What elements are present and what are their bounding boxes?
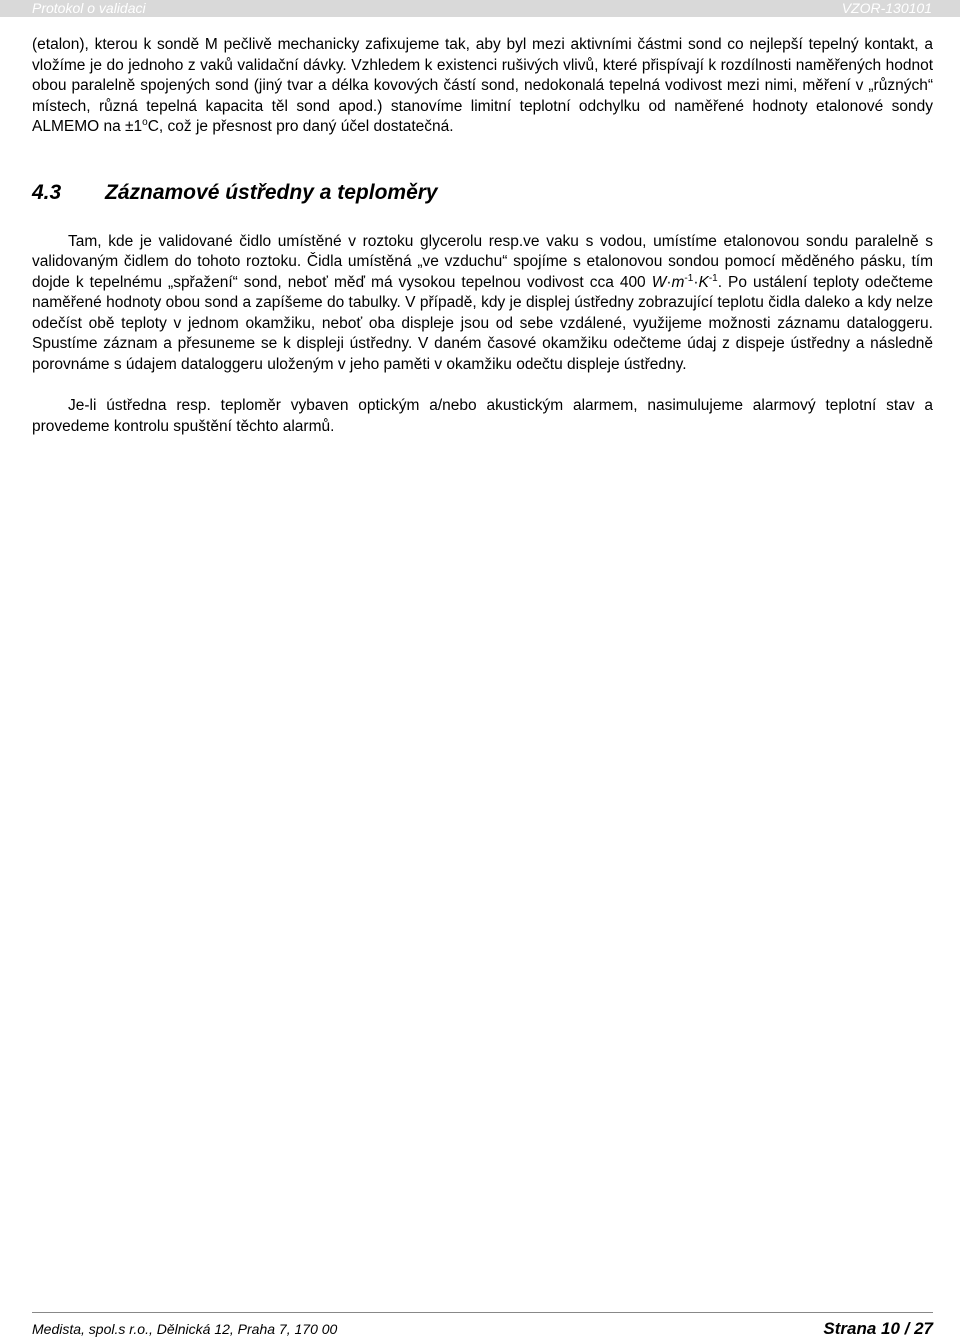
unit-dot-2: ·	[693, 273, 699, 291]
unit-dot-1: ·	[666, 273, 672, 291]
header-title: Protokol o validaci	[32, 0, 146, 16]
paragraph-alarm	[32, 396, 933, 437]
paragraph-etalon	[32, 35, 933, 138]
unit-k: K	[698, 273, 709, 291]
paragraph-etalon-text: (etalon), kterou k sondě M pečlivě mechanicky zafixujeme tak, aby byl mezi aktivními částmi sond co nejlepší tepelný kontakt, a vložíme je do jednoho z vaků validační dávky. Vzhledem k existenci rušivých vlivů, které přispívají k rozdílnosti naměřených hodnot obou paralelně spojených sond (jiný tvar a délka kovových částí sond, nedokonalá tepelná vodivost mezi nimi, měření v „různých“ místech, různá tepelná kapacita těl sond apod.) stanovíme limitní teplotní odchylku od naměřené hodnoty etalonové sondy ALMEMO na ±1	[32, 36, 933, 135]
page-header	[0, 0, 960, 17]
degree-symbol: o	[142, 116, 148, 128]
section-title: Záznamové ústředny a teploměry	[105, 180, 438, 204]
footer-page-number: Strana 10 / 27	[823, 1319, 933, 1338]
unit-exponent-2: -1	[708, 272, 718, 284]
paragraph-alarm-text: Je-li ústředna resp. teploměr vybaven optickým a/nebo akustickým alarmem, nasimulujeme alarmový teplotní stav a provedeme kontrolu spuštění těchto alarmů.	[32, 397, 933, 435]
footer-address: Medista, spol.s r.o., Dělnická 12, Praha 7, 170 00	[32, 1321, 338, 1337]
unit-m: m	[671, 273, 685, 291]
section-number: 4.3	[32, 180, 62, 204]
unit-exponent-1: -1	[684, 272, 694, 284]
page-footer	[32, 1312, 933, 1341]
document-body	[32, 35, 933, 437]
paragraph-recorders-part2: . Po ustálení teploty odečteme naměřené hodnoty obou sond a zapíšeme do tabulky. V případě, kdy je displej ústředny zobrazující teplotu čidla daleko a kdy nelze odečíst obě teploty v jednom okamžiku, neboť oba displeje jsou od sebe vzdálené, využijeme možnosti záznamu dataloggeru. Spustíme záznam a přesuneme se k displeji ústředny. V daném časové okamžiku odečteme údaj z dispeje ústředny a následně porovnáme s údajem dataloggeru uloženým v jeho paměti v okamžiku odečtu displeje ústředny.	[32, 273, 933, 373]
paragraph-recorders	[32, 232, 933, 376]
header-doc-id: VZOR-130101	[841, 0, 932, 16]
section-heading	[32, 180, 933, 206]
unit-w: W	[651, 273, 667, 291]
paragraph-recorders-part1: Tam, kde je validované čidlo umístěné v roztoku glycerolu resp.ve vaku s vodou, umístíme etalonovou sondu paralelně s validovaným čidlem do tohoto roztoku. Čidla umístěná „ve vzduchu“ spojíme s etalonovou sondou pomocí měděného pásku, tím dojde k tepelnému „spřažení“ sond, neboť měď má vysokou tepelnou vodivost cca 400	[32, 232, 933, 291]
paragraph-etalon-end: C, což je přesnost pro daný účel dostatečná.	[147, 118, 454, 135]
